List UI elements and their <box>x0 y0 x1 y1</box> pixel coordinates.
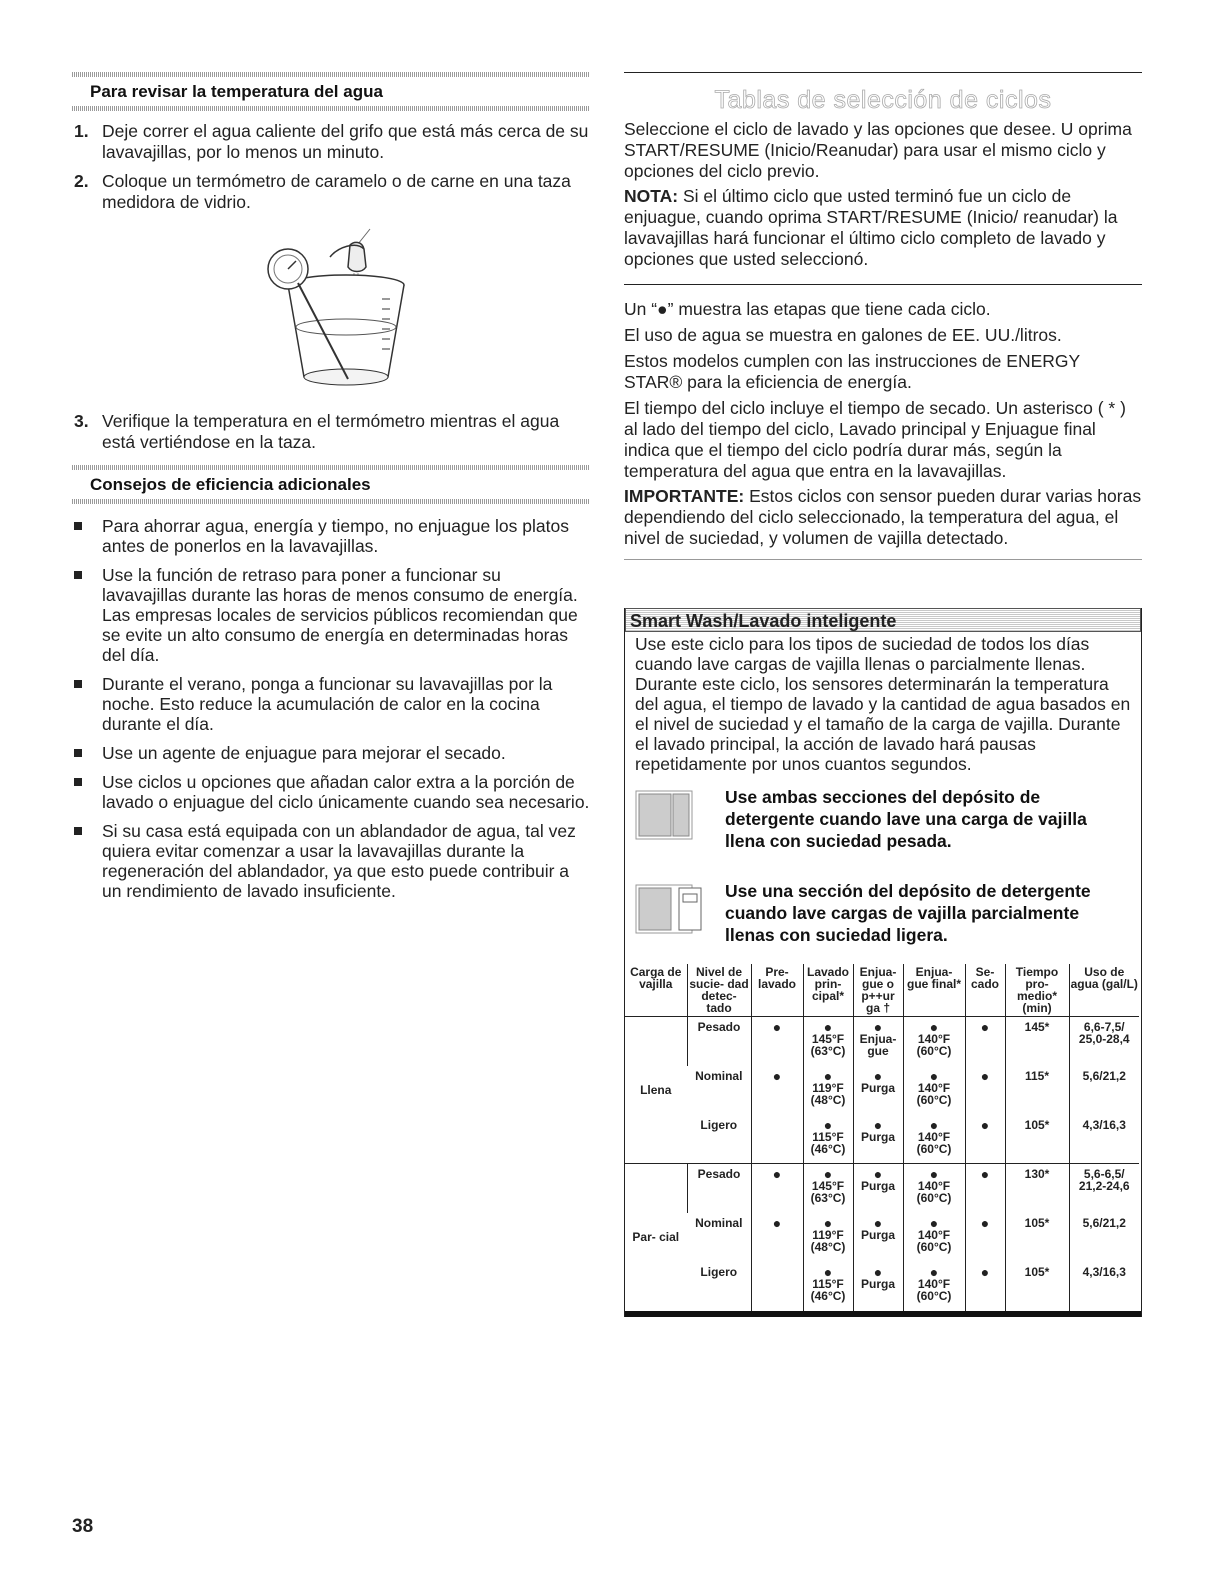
tips-section-title: Consejos de eficiencia adicionales <box>90 475 371 494</box>
detergent-full-text: Use ambas secciones del depósito de detergente cuando lave una carga de vajilla llena con suciedad pesada. <box>725 787 1087 851</box>
note-text: Si el último ciclo que usted terminó fue un ciclo de enjuague, cuando oprima START/RESUME (Inicio/ reanudar) la lavavajillas hará funcionar el último ciclo completo de lavado y opciones que usted seleccionó. <box>624 186 1118 269</box>
time-cell: 105* <box>1005 1213 1069 1262</box>
rinse-text: Purga <box>860 1129 895 1144</box>
temp-steps-list <box>72 121 590 213</box>
col-header: Uso de agua (gal/L) <box>1069 964 1139 1017</box>
rinse-cell <box>853 1164 903 1213</box>
rinse-text: gue <box>867 1044 889 1058</box>
note-paragraph <box>624 186 1142 270</box>
final-rinse-cell <box>903 1115 965 1164</box>
time-cell: 115* <box>1005 1066 1069 1115</box>
main-wash-temp-c: (63°C) <box>810 1044 846 1058</box>
main-wash-cell <box>803 1213 853 1262</box>
rinse-cell <box>853 1262 903 1311</box>
water-value: 5,6/21,2 <box>1082 1215 1126 1230</box>
temp-steps-list-continued <box>72 411 590 453</box>
important-paragraph <box>624 486 1142 549</box>
step-item <box>72 411 590 453</box>
load-cell: Par- cial <box>625 1164 687 1311</box>
col-header: Tiempo pro- medio* (min) <box>1005 964 1069 1017</box>
info-line: Un “●” muestra las etapas que tiene cada ciclo. <box>624 299 991 319</box>
rinse-cell <box>853 1213 903 1262</box>
section-divider <box>72 499 590 504</box>
main-wash-temp-f: 145°F <box>811 1032 845 1046</box>
detergent-partial-text: Use una sección del depósito de detergente cuando lave cargas de vajilla parcialmente llenas con suciedad ligera. <box>725 881 1091 945</box>
col-header: Se- cado <box>965 964 1005 1017</box>
tip-item: Use un agente de enjuague para mejorar el secado. <box>72 743 590 763</box>
water-cell <box>1069 1262 1139 1311</box>
prewash-cell: ● <box>751 1017 803 1066</box>
dry-cell: ● <box>965 1262 1005 1311</box>
note-label: NOTA: <box>624 186 679 206</box>
table-row <box>625 1262 1139 1311</box>
main-wash-temp-c: (46°C) <box>810 1288 846 1303</box>
main-wash-dot: ● <box>823 1166 833 1182</box>
prewash-cell: ● <box>751 1164 803 1213</box>
final-rinse-temp-c: (60°C) <box>916 1239 952 1254</box>
final-rinse-temp-c: (60°C) <box>916 1044 952 1058</box>
col-header: Carga de vajilla <box>630 965 682 991</box>
final-rinse-temp-c: (60°C) <box>916 1191 952 1205</box>
water-cell <box>1069 1066 1139 1115</box>
intro-text: Seleccione el ciclo de lavado y las opciones que desee. U oprima START/RESUME (Inicio/Reanudar) para usar el mismo ciclo y opciones del ciclo previo. <box>624 119 1132 181</box>
final-rinse-cell <box>903 1213 965 1262</box>
dry-cell: ● <box>965 1017 1005 1066</box>
soil-cell: Ligero <box>700 1264 738 1279</box>
rinse-dot: ● <box>873 1019 883 1035</box>
temp-section-title: Para revisar la temperatura del agua <box>90 82 383 101</box>
table-row <box>625 1164 1139 1213</box>
soil-cell: Nominal <box>695 1068 743 1083</box>
rinse-text: Purga <box>860 1276 895 1291</box>
step-item <box>72 171 590 213</box>
prewash-cell <box>751 1262 803 1311</box>
water-cell <box>1069 1017 1139 1066</box>
final-rinse-dot: ● <box>929 1263 939 1280</box>
time-cell: 145* <box>1005 1017 1069 1066</box>
water-value: 4,3/16,3 <box>1082 1264 1126 1279</box>
tip-item: Si su casa está equipada con un ablandador de agua, tal vez quiera evitar comenzar a usar la lavavajillas durante la regeneración del ablandador, ya que esto puede contribuir a un rendimiento de lavado insuficiente. <box>72 821 590 901</box>
final-rinse-cell <box>903 1017 965 1066</box>
detergent-partial-instruction <box>635 880 1131 946</box>
rinse-cell <box>853 1017 903 1066</box>
main-wash-dot: ● <box>823 1214 833 1231</box>
page-number: 38 <box>72 1516 94 1537</box>
info-line: El uso de agua se muestra en galones de EE. UU./litros. <box>624 325 1062 345</box>
table-row <box>625 1017 1139 1066</box>
water-cell <box>1069 1115 1139 1164</box>
tip-item: Use ciclos u opciones que añadan calor extra a la porción de lavado o enjuague del ciclo únicamente cuando sea necesario. <box>72 772 590 812</box>
main-wash-dot: ● <box>823 1067 833 1084</box>
final-rinse-temp-f: 140°F <box>917 1080 951 1095</box>
water-value: 6,6-7,5/ <box>1083 1020 1125 1034</box>
detergent-full-instruction <box>635 786 1131 852</box>
time-cell: 105* <box>1005 1115 1069 1164</box>
left-column <box>72 72 590 910</box>
cycle-table <box>625 964 1139 1311</box>
main-wash-cell <box>803 1066 853 1115</box>
final-rinse-dot: ● <box>929 1166 939 1182</box>
water-value: 25,0-28,4 <box>1078 1032 1130 1046</box>
final-rinse-temp-c: (60°C) <box>916 1141 952 1156</box>
main-wash-temp-f: 145°F <box>811 1179 845 1193</box>
final-rinse-cell <box>903 1164 965 1213</box>
dry-cell: ● <box>965 1213 1005 1262</box>
prewash-cell <box>751 1115 803 1164</box>
tip-item: Para ahorrar agua, energía y tiempo, no enjuague los platos antes de ponerlos en la lavavajillas. <box>72 516 590 556</box>
rinse-cell <box>853 1066 903 1115</box>
tip-item: Durante el verano, ponga a funcionar su lavavajillas por la noche. Esto reduce la acumulación de calor en la cocina durante el día. <box>72 674 590 734</box>
main-wash-temp-f: 119°F <box>812 1080 844 1095</box>
final-rinse-temp-f: 140°F <box>917 1129 951 1144</box>
col-header: Lavado prin- cipal* <box>803 964 853 1017</box>
water-value: 21,2-24,6 <box>1078 1179 1130 1193</box>
page-title: Tablas de selección de ciclos <box>714 86 1052 114</box>
rinse-dot: ● <box>873 1214 883 1231</box>
divider-rule <box>624 559 1142 560</box>
info-line: El tiempo del ciclo incluye el tiempo de secado. Un asterisco ( * ) al lado del tiempo del ciclo, Lavado principal y Enjuague final indica que el tiempo del ciclo podría durar más, según la temperatura del agua que entra en la lavavajillas. <box>624 398 1126 481</box>
water-value: 5,6-6,5/ <box>1083 1167 1125 1181</box>
final-rinse-dot: ● <box>929 1067 939 1084</box>
final-rinse-temp-c: (60°C) <box>916 1288 952 1303</box>
soil-cell: Nominal <box>695 1215 743 1230</box>
section-divider <box>72 106 590 111</box>
main-wash-temp-c: (63°C) <box>810 1191 846 1205</box>
main-wash-dot: ● <box>823 1116 833 1133</box>
main-wash-temp-c: (46°C) <box>810 1141 846 1156</box>
info-line: Estos modelos cumplen con las instrucciones de ENERGY STAR® para la eficiencia de energía. <box>624 351 1080 392</box>
col-header: Nivel de sucie- dad detec- tado <box>687 964 751 1017</box>
final-rinse-temp-c: (60°C) <box>916 1092 952 1107</box>
dry-cell: ● <box>965 1066 1005 1115</box>
right-column <box>624 72 1142 1317</box>
main-wash-temp-f: 119°F <box>812 1227 844 1242</box>
final-rinse-dot: ● <box>929 1116 939 1133</box>
final-rinse-dot: ● <box>929 1214 939 1231</box>
final-rinse-cell <box>903 1066 965 1115</box>
tips-list <box>72 516 590 901</box>
important-label: IMPORTANTE: <box>624 486 745 506</box>
table-header-row <box>625 964 1139 1017</box>
main-wash-temp-f: 115°F <box>812 1129 844 1144</box>
top-rule <box>624 72 1142 73</box>
col-header: Enjua- gue final* <box>903 964 965 1017</box>
main-wash-cell <box>803 1017 853 1066</box>
time-cell: 130* <box>1005 1164 1069 1213</box>
rinse-text: Enjua- <box>859 1032 897 1046</box>
prewash-cell: ● <box>751 1213 803 1262</box>
detergent-one-section-icon <box>635 884 705 934</box>
soil-cell: Ligero <box>700 1117 738 1132</box>
step-text: Coloque un termómetro de caramelo o de carne en una taza medidora de vidrio. <box>102 171 571 212</box>
step-number: 3. <box>74 411 89 431</box>
rinse-text: Purga <box>860 1179 895 1193</box>
step-text: Verifique la temperatura en el termómetro mientras el agua está vertiéndose en la taza. <box>102 411 560 452</box>
main-wash-temp-f: 115°F <box>812 1276 844 1291</box>
final-rinse-cell <box>903 1262 965 1311</box>
rinse-dot: ● <box>873 1067 883 1084</box>
load-cell: Llena <box>625 1017 687 1164</box>
rinse-text: Purga <box>860 1080 895 1095</box>
main-wash-temp-c: (48°C) <box>810 1239 846 1254</box>
table-row <box>625 1066 1139 1115</box>
rinse-dot: ● <box>873 1116 883 1133</box>
prewash-cell: ● <box>751 1066 803 1115</box>
final-rinse-dot: ● <box>929 1019 939 1035</box>
step-item <box>72 121 590 163</box>
dry-cell: ● <box>965 1164 1005 1213</box>
main-wash-cell <box>803 1164 853 1213</box>
water-value: 5,6/21,2 <box>1082 1068 1126 1083</box>
step-text: Deje correr el agua caliente del grifo que está más cerca de su lavavajillas, por lo menos un minuto. <box>102 121 589 162</box>
soil-cell: Pesado <box>687 1164 751 1213</box>
water-cell <box>1069 1213 1139 1262</box>
smart-wash-title: Smart Wash/Lavado inteligente <box>625 608 1141 632</box>
table-row <box>625 1213 1139 1262</box>
step-number: 2. <box>74 171 89 191</box>
water-cell <box>1069 1164 1139 1213</box>
rinse-dot: ● <box>873 1263 883 1280</box>
smart-wash-description: Use este ciclo para los tipos de suciedad de todos los días cuando lave cargas de vajilla llenas o parcialmente llenas. Durante este ciclo, los sensores determinarán la temperatura del agua, el tiempo de lavado y la cantidad de agua basados en el nivel de suciedad y el tamaño de la carga de vajilla. Durante el lavado principal, la acción de lavado hará pausas repetidamente por unos cuantos segundos. <box>635 634 1131 774</box>
main-wash-dot: ● <box>823 1019 833 1035</box>
col-header: Pre- lavado <box>751 964 803 1017</box>
soil-cell: Pesado <box>687 1017 751 1066</box>
dry-cell: ● <box>965 1115 1005 1164</box>
final-rinse-temp-f: 140°F <box>917 1032 951 1046</box>
main-wash-cell <box>803 1115 853 1164</box>
step-number: 1. <box>74 121 89 141</box>
final-rinse-temp-f: 140°F <box>917 1227 951 1242</box>
thermometer-cup-illustration <box>258 227 438 395</box>
important-text: Estos ciclos con sensor pueden durar varias horas dependiendo del ciclo seleccionado, la temperatura del agua, el nivel de suciedad, y volumen de vajilla detectado. <box>624 486 1142 548</box>
rinse-text: Purga <box>860 1227 895 1242</box>
col-header: Enjua- gue o p++ur ga † <box>853 964 903 1017</box>
final-rinse-temp-f: 140°F <box>917 1179 951 1193</box>
divider-rule <box>624 284 1142 285</box>
tip-item: Use la función de retraso para poner a funcionar su lavavajillas durante las horas de menos consumo de energía. Las empresas locales de servicios públicos recomiendan que se evite un alto consumo de energía en determinadas horas del día. <box>72 565 590 665</box>
final-rinse-temp-f: 140°F <box>917 1276 951 1291</box>
water-value: 4,3/16,3 <box>1082 1117 1126 1132</box>
time-cell: 105* <box>1005 1262 1069 1311</box>
main-wash-cell <box>803 1262 853 1311</box>
main-wash-dot: ● <box>823 1263 833 1280</box>
rinse-cell <box>853 1115 903 1164</box>
main-wash-temp-c: (48°C) <box>810 1092 846 1107</box>
smart-wash-body <box>625 632 1141 946</box>
table-footer-bar <box>625 1311 1141 1317</box>
rinse-dot: ● <box>873 1166 883 1182</box>
table-row <box>625 1115 1139 1164</box>
smart-wash-box <box>624 608 1142 1317</box>
detergent-both-sections-icon <box>635 790 693 840</box>
